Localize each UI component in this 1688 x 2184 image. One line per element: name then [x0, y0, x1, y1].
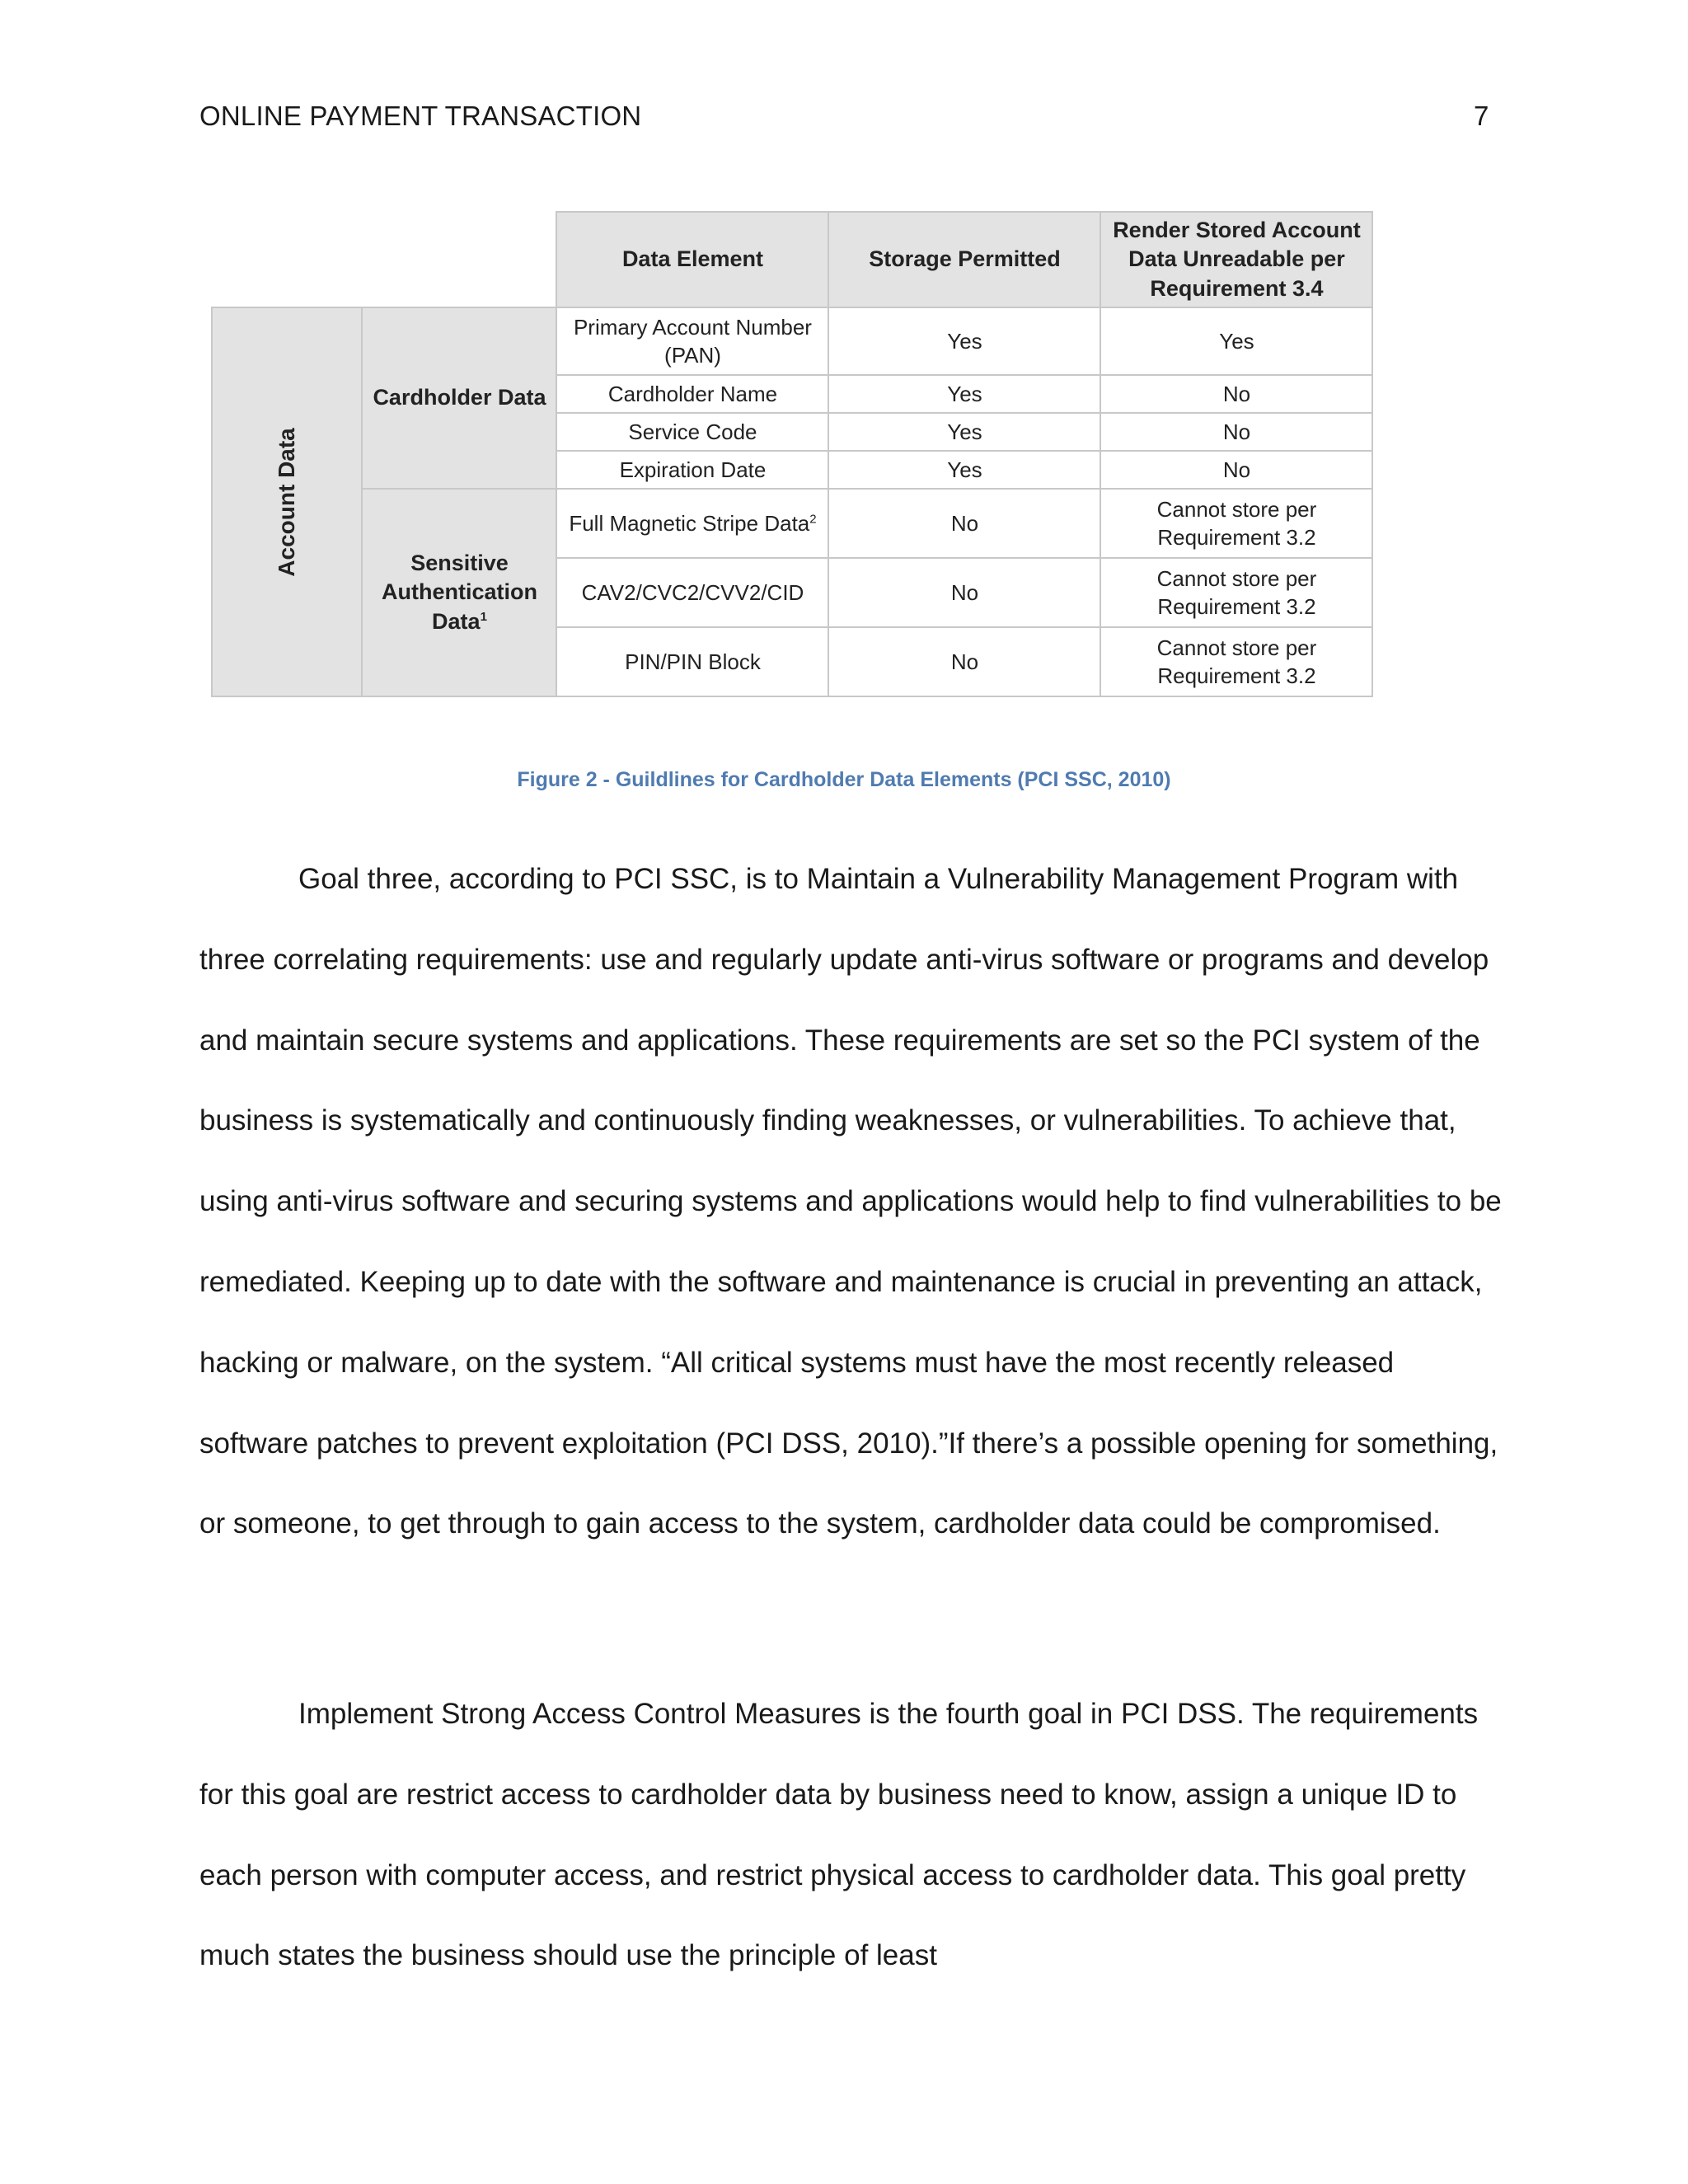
data-element-cell: [556, 489, 828, 558]
render-cell: Cannot store per Requirement 3.2: [1100, 627, 1372, 696]
render-cell: Cannot store per Requirement 3.2: [1100, 558, 1372, 627]
render-cell: Cannot store per Requirement 3.2: [1100, 489, 1372, 558]
table-header-row: [212, 212, 1372, 307]
footnote-marker: 2: [809, 512, 817, 527]
account-data-label-cell: [212, 307, 362, 696]
storage-cell: No: [828, 489, 1100, 558]
header-data-element: Data Element: [556, 212, 828, 307]
render-cell: No: [1100, 375, 1372, 413]
render-cell: Yes: [1100, 307, 1372, 375]
header-storage-permitted: Storage Permitted: [828, 212, 1100, 307]
data-element-cell: Cardholder Name: [556, 375, 828, 413]
header-render-unreadable: Render Stored Account Data Unreadable per Requirement 3.4: [1100, 212, 1372, 307]
storage-cell: No: [828, 558, 1100, 627]
storage-cell: No: [828, 627, 1100, 696]
running-header: ONLINE PAYMENT TRANSACTION: [199, 101, 642, 131]
storage-cell: Yes: [828, 451, 1100, 489]
render-cell: No: [1100, 451, 1372, 489]
data-element-cell: PIN/PIN Block: [556, 627, 828, 696]
sensitive-auth-group-label: [362, 489, 556, 696]
render-cell: No: [1100, 413, 1372, 451]
body-paragraph: Implement Strong Access Control Measures is the fourth goal in PCI DSS. The requirements for this goal are restrict access to cardholder data by business need to know, assign a unique ID to each person with computer access, and restrict physical access to cardholder data. This goal pretty much states the business should use the principle of least: [199, 1698, 1479, 1972]
cardholder-data-group-label: Cardholder Data: [362, 307, 556, 489]
data-element-cell: CAV2/CVC2/CVV2/CID: [556, 558, 828, 627]
page-number: 7: [1474, 101, 1489, 131]
storage-cell: Yes: [828, 413, 1100, 451]
data-element-cell: Primary Account Number (PAN): [556, 307, 828, 375]
footnote-marker: 1: [480, 609, 487, 624]
table-row: [212, 489, 1372, 558]
account-data-label: Account Data: [273, 427, 299, 577]
figure-caption: Figure 2 - Guildlines for Cardholder Data Elements (PCI SSC, 2010): [517, 768, 1171, 791]
data-element-text: Full Magnetic Stripe Data: [569, 510, 810, 536]
data-element-cell: Service Code: [556, 413, 828, 451]
sensitive-auth-label-text: Sensitive Authentication Data: [381, 550, 537, 634]
table-row: [212, 307, 1372, 375]
cardholder-data-table: [211, 211, 1373, 697]
storage-cell: Yes: [828, 375, 1100, 413]
storage-cell: Yes: [828, 307, 1100, 375]
body-paragraph: Goal three, according to PCI SSC, is to Maintain a Vulnerability Management Program with three correlating requirements: use and regularly update anti-virus software or programs and develop and maintain secure systems and applications. These requirements are set so the PCI system of the business is systematically and continuously finding weaknesses, or vulnerabilities. To achieve that, using anti-virus software and securing systems and applications would help to find vulnerabilities to be remediated. Keeping up to date with the software and maintenance is crucial in preventing an attack, hacking or malware, on the system. “All critical systems must have the most recently released software patches to prevent exploitation (PCI DSS, 2010).”If there’s a possible opening for something, or someone, to get through to gain access to the system, cardholder data could be compromised.: [199, 863, 1502, 1540]
data-element-cell: Expiration Date: [556, 451, 828, 489]
